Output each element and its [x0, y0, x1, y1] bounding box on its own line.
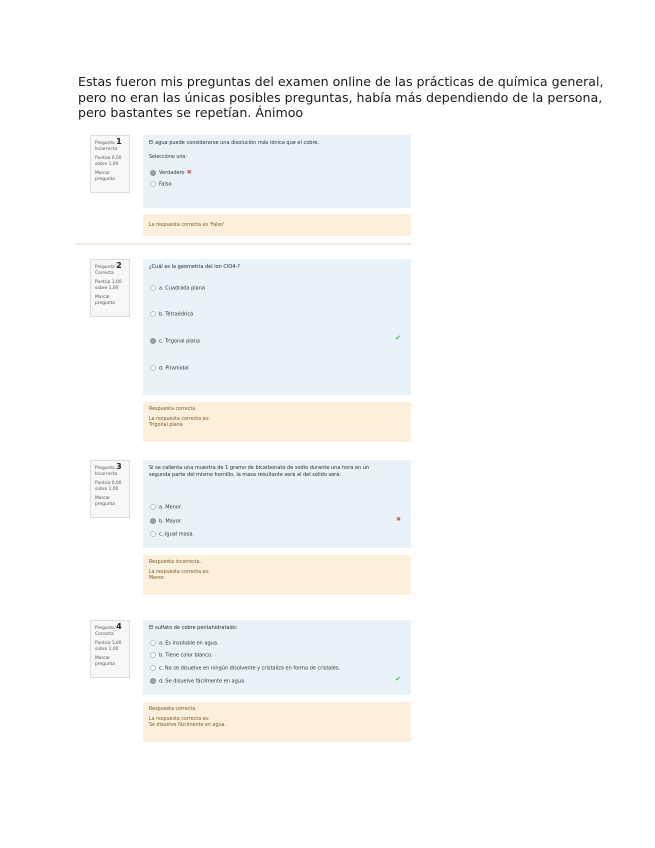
feedback-status: Respuesta correcta: [149, 407, 196, 412]
radio-button[interactable]: [150, 652, 156, 658]
radio-button[interactable]: [150, 504, 156, 510]
option-d[interactable]: [150, 365, 189, 372]
intro-line: Estas fueron mis preguntas del examen online de las prácticas de química general,: [78, 74, 604, 89]
option-label: c. No se disuelve en ningún disolvente y cristaliza en forma de cristales.: [159, 665, 341, 672]
correct-answer-label: La respuesta correcta es:: [149, 416, 210, 422]
question-3-info: [90, 460, 130, 518]
option-c[interactable]: [150, 531, 194, 538]
flag-question-link-2[interactable]: pregunta: [95, 301, 115, 306]
flag-question-link-2[interactable]: pregunta: [95, 662, 115, 667]
incorrect-icon: ✖: [186, 169, 192, 176]
question-text-line: segunda parte del mismo hornillo, la masa resultante será el del sólido será:: [149, 472, 341, 478]
option-label: d. Piramidal: [159, 365, 189, 372]
correct-answer-value: Se disuelve fácilmente en agua.: [149, 723, 226, 729]
option-label: c. Trigonal plana: [159, 338, 200, 345]
flag-question-link[interactable]: Marcar: [95, 656, 111, 661]
question-text: El agua puede considerarse una disolución más iónica que el cobre.: [149, 140, 320, 146]
option-label: c. Igual masa.: [159, 531, 194, 538]
question-status: Correcta: [95, 271, 114, 276]
question-score-max: sobre 1,00: [95, 487, 119, 492]
intro-line: pero bastantes se repetían. Ánimoo: [78, 105, 304, 120]
correct-answer-label: La respuesta correcta es:: [149, 569, 210, 575]
option-label: a. Es insoluble en agua.: [159, 640, 219, 647]
correct-check-icon: ✔: [395, 675, 401, 683]
option-label: a. Menor.: [159, 504, 183, 511]
incorrect-icon: ✖: [395, 516, 401, 523]
question-score: Puntúa 0,00: [95, 156, 122, 161]
flag-question-link-2[interactable]: pregunta: [95, 177, 115, 182]
question-label: Pregunta: [95, 626, 115, 631]
question-2-feedback: [143, 402, 411, 442]
question-label: Pregunta: [95, 141, 115, 146]
correct-answer-text: La respuesta correcta es 'Falso': [149, 223, 225, 228]
question-text: El sulfato de cobre pentahidratado:: [149, 625, 238, 631]
question-3-body: [143, 460, 411, 548]
radio-button[interactable]: [150, 665, 156, 671]
correct-answer-value: Menor.: [149, 576, 166, 582]
question-score-max: sobre 1,00: [95, 647, 119, 652]
question-text: ¿Cuál es la geometría del ion ClO4-?: [149, 264, 240, 270]
question-1-body: [143, 135, 411, 208]
option-true[interactable]: [150, 169, 192, 176]
intro-paragraph: [78, 74, 604, 121]
question-2-info: [90, 259, 130, 317]
option-a[interactable]: [150, 285, 205, 292]
option-b[interactable]: [150, 518, 182, 525]
question-status: Incorrecta: [95, 147, 118, 152]
option-label: b. Tetraédrica: [159, 311, 194, 318]
correct-answer-label: La respuesta correcta es:: [149, 716, 210, 722]
question-number: 1: [116, 137, 122, 146]
question-score: Puntúa 1,00: [95, 641, 122, 646]
option-label: Verdadero: [159, 170, 185, 176]
radio-button[interactable]: [150, 285, 156, 291]
option-label: Falso: [159, 181, 172, 188]
option-false[interactable]: [150, 181, 172, 188]
question-status: Incorrecta: [95, 472, 118, 477]
intro-line: pero no eran las únicas posibles preguntas, había más dependiendo de la persona,: [78, 89, 603, 105]
question-label: Pregunta: [95, 466, 115, 471]
question-4-feedback: [143, 702, 411, 742]
flag-question-link[interactable]: Marcar: [95, 496, 111, 501]
radio-button[interactable]: [150, 170, 156, 176]
correct-check-icon: ✔: [395, 334, 401, 342]
question-score: Puntúa 0,00: [95, 481, 122, 486]
option-label: b. Mayor.: [159, 518, 182, 525]
question-label: Pregunta: [95, 265, 115, 270]
radio-button[interactable]: [150, 338, 156, 344]
flag-question-link[interactable]: Marcar: [95, 171, 111, 176]
question-number: 2: [116, 261, 122, 270]
question-text-line: Si se calienta una muestra de 1 gramo de bicarbonato de sodio durante una hora en un: [149, 465, 370, 471]
option-d[interactable]: [150, 678, 246, 685]
radio-button[interactable]: [150, 531, 156, 537]
flag-question-link-2[interactable]: pregunta: [95, 502, 115, 507]
flag-question-link[interactable]: Marcar: [95, 295, 111, 300]
option-c[interactable]: [150, 665, 340, 672]
radio-button[interactable]: [150, 311, 156, 317]
feedback-status: Respuesta incorrecta.: [149, 560, 202, 565]
question-score: Puntúa 1,00: [95, 280, 122, 285]
radio-button[interactable]: [150, 181, 156, 187]
question-number: 3: [116, 462, 122, 471]
option-label: b. Tiene color blanco.: [159, 652, 213, 659]
option-a[interactable]: [150, 504, 182, 511]
question-1-info: [90, 135, 130, 193]
option-c[interactable]: [150, 338, 200, 345]
question-number: 4: [116, 622, 122, 631]
question-4-info: [90, 620, 130, 678]
option-b[interactable]: [150, 311, 193, 318]
question-3-feedback: [143, 555, 411, 595]
page-divider: [76, 243, 411, 245]
question-2-body: [143, 259, 411, 395]
select-prompt: Seleccione una:: [149, 155, 187, 160]
feedback-status: Respuesta correcta: [149, 707, 196, 712]
question-status: Correcta: [95, 632, 114, 637]
option-label: a. Cuadrada plana: [159, 285, 205, 292]
radio-button[interactable]: [150, 640, 156, 646]
radio-button[interactable]: [150, 365, 156, 371]
option-a[interactable]: [150, 640, 219, 647]
question-4-body: [143, 620, 411, 695]
radio-button[interactable]: [150, 518, 156, 524]
correct-answer-value: Trigonal plana: [149, 423, 183, 429]
option-label: d. Se disuelve fácilmente en agua.: [159, 678, 246, 685]
radio-button[interactable]: [150, 678, 156, 684]
question-1-feedback: [143, 214, 411, 236]
option-b[interactable]: [150, 652, 213, 659]
question-score-max: sobre 1,00: [95, 286, 119, 291]
question-score-max: sobre 1,00: [95, 162, 119, 167]
